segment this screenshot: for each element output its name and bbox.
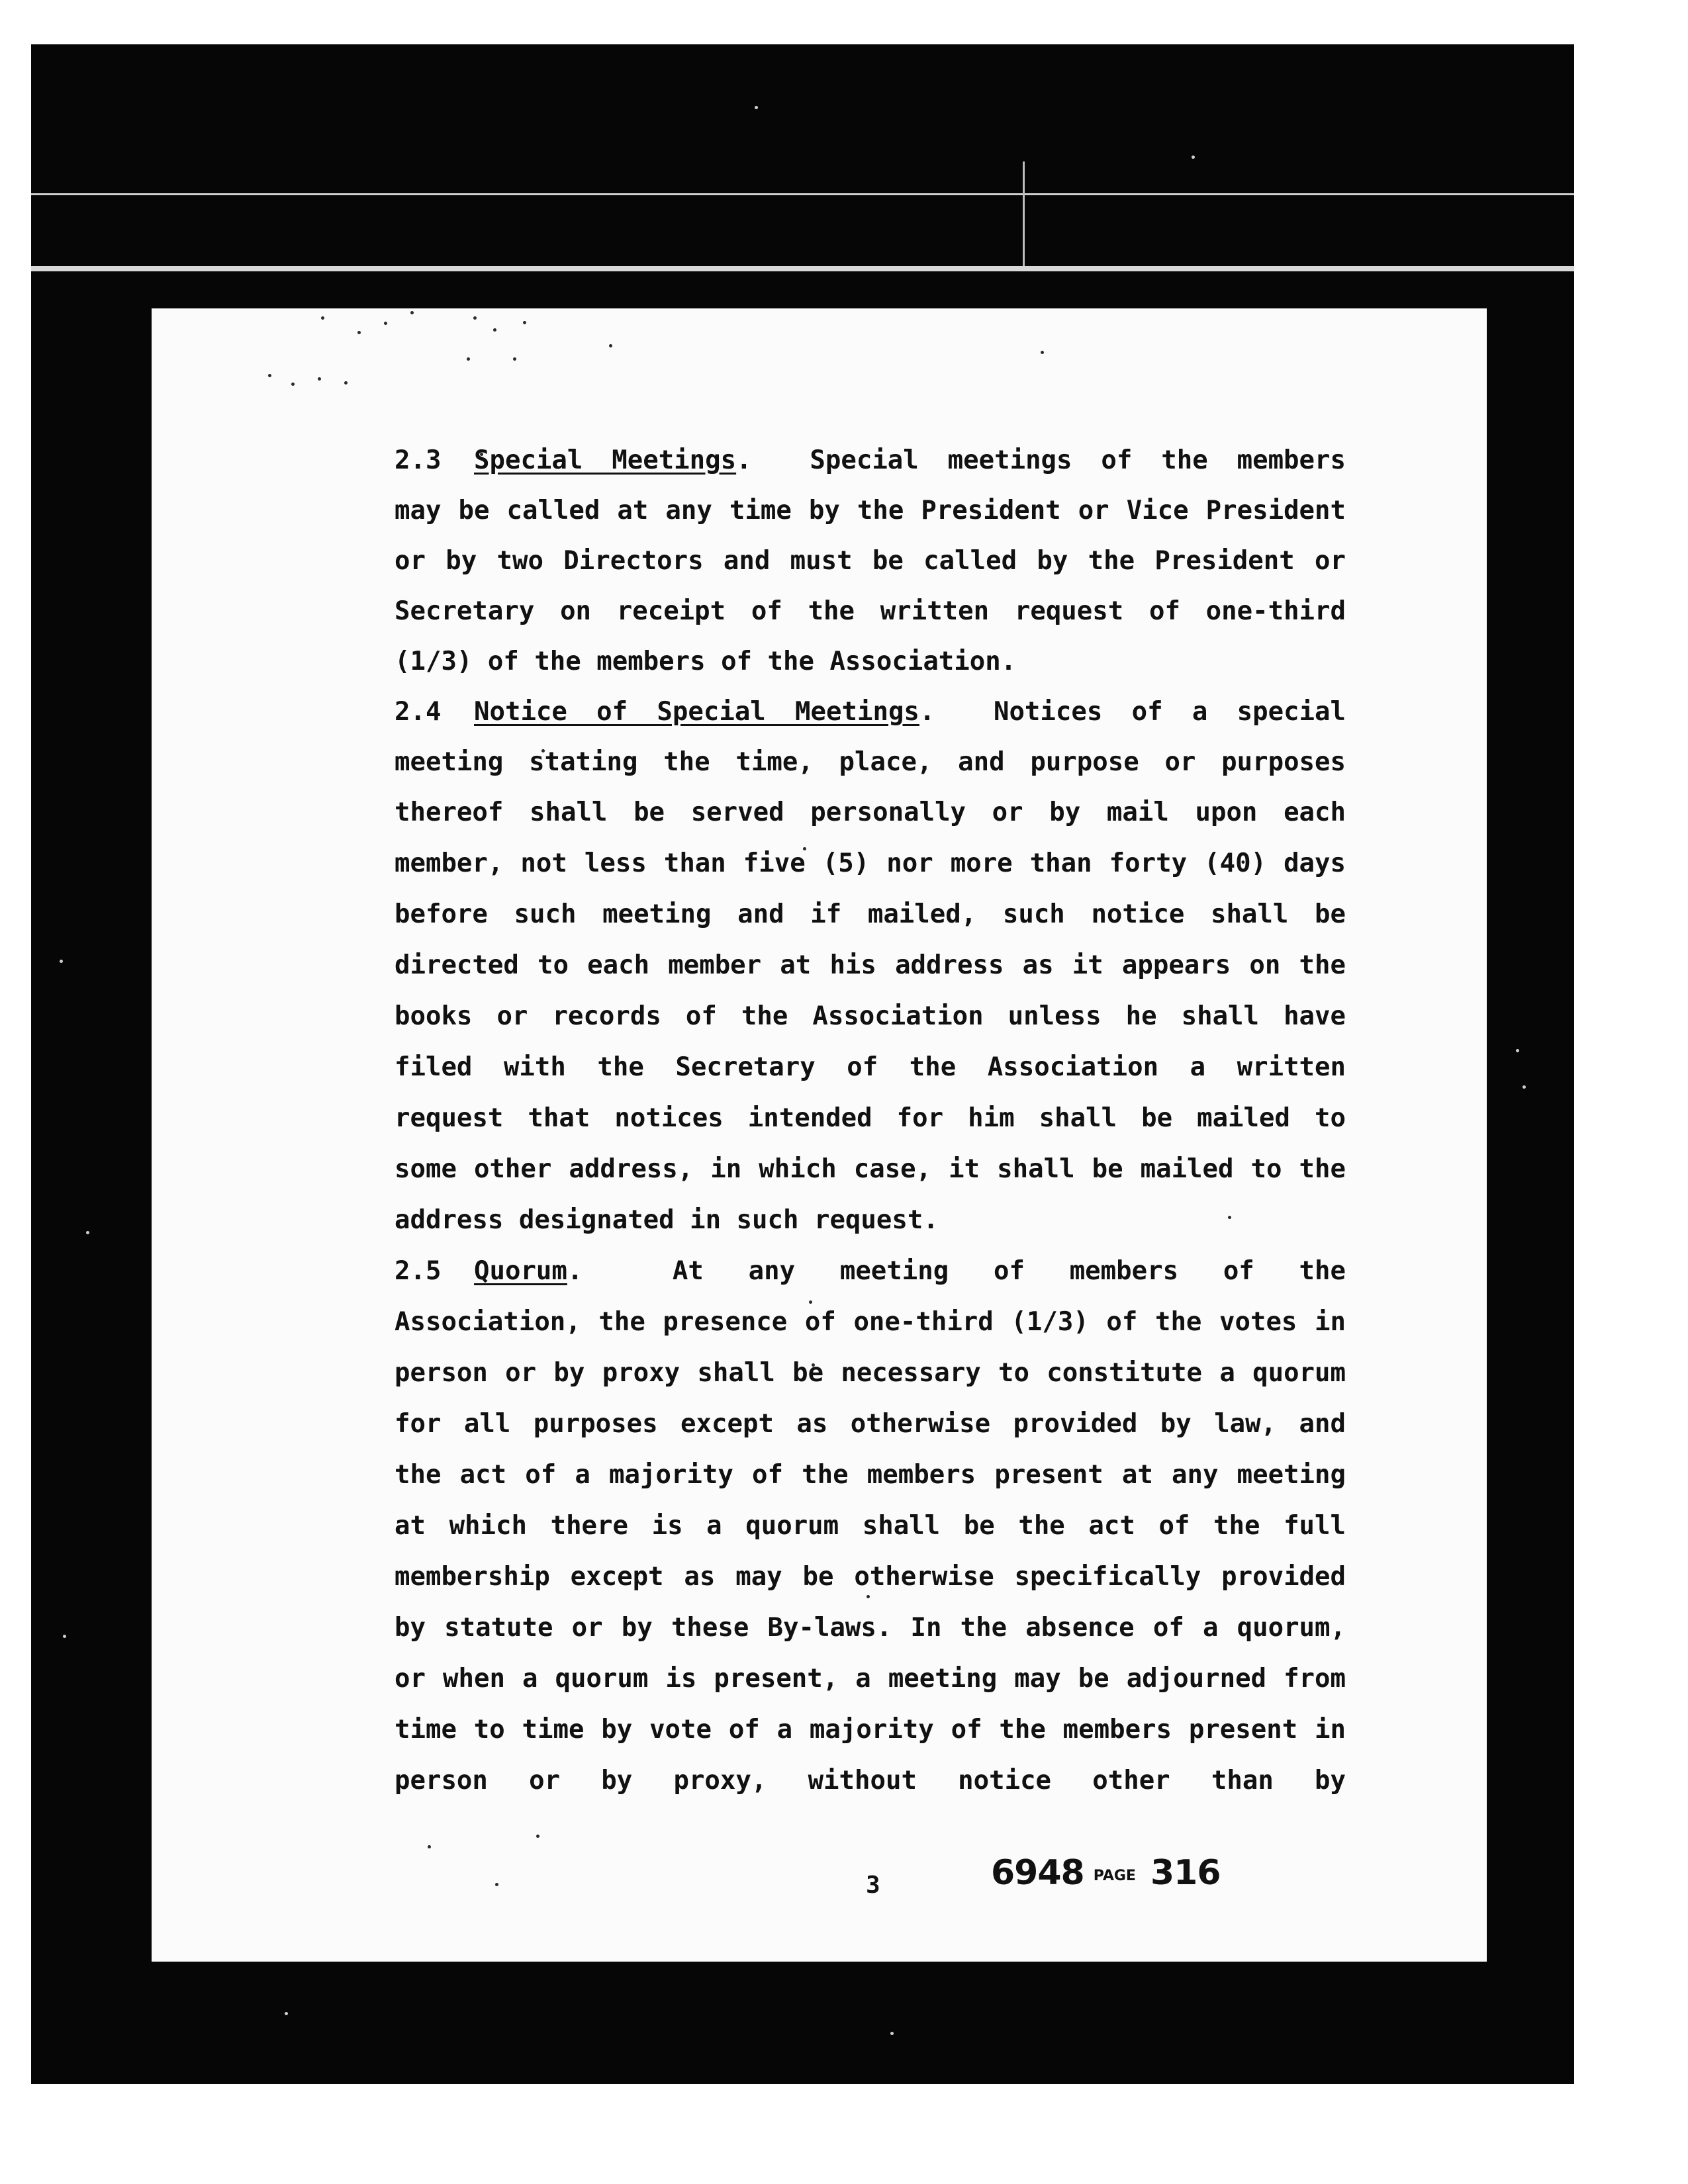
paragraph-2-5-line-1: 2.5 Quorum. At any meeting of members of the	[395, 1253, 1346, 1290]
recording-stamp	[991, 1853, 1221, 1893]
section-number: 2.4	[395, 697, 442, 727]
scan-speck	[523, 321, 526, 324]
frame-speck	[285, 2012, 288, 2015]
scan-speck	[291, 383, 295, 386]
paragraph-2-5-line-7: membership except as may be otherwise specifically provided	[395, 1562, 1346, 1592]
paragraph-2-3-line-5: (1/3) of the members of the Association.	[395, 647, 1017, 676]
section-number: 2.5	[395, 1256, 442, 1286]
scan-speck	[321, 316, 324, 320]
paragraph-2-5-line-11: person or by proxy, without notice other than by	[395, 1766, 1346, 1796]
scanner-band-divider	[1023, 161, 1025, 266]
paragraph-2-4-line-3: thereof shall be served personally or by mail upon each	[395, 797, 1346, 827]
frame-speck	[1192, 156, 1195, 159]
frame-speck	[86, 1231, 89, 1234]
section-heading: Quorum	[474, 1256, 567, 1286]
paragraph-2-4-line-6: directed to each member at his address as it appears on the	[395, 950, 1346, 980]
scan-speck	[513, 357, 516, 361]
paragraph-2-3-line-1: 2.3 Special Meetings. Special meetings of the members	[395, 442, 1346, 479]
paragraph-2-5-line-9: or when a quorum is present, a meeting may be adjourned from	[395, 1664, 1346, 1694]
paragraph-2-4-line-5: before such meeting and if mailed, such notice shall be	[395, 899, 1346, 929]
paragraph-2-4-line-7: books or records of the Association unless he shall have	[395, 1001, 1346, 1031]
stamp-page-number: 316	[1150, 1853, 1221, 1893]
paragraph-2-4-line-2: meeting stating the time, place, and purpose or purposes	[395, 747, 1346, 777]
scan-speck	[384, 322, 387, 325]
scan-speck	[495, 1883, 498, 1886]
scan-speck	[473, 316, 477, 320]
frame-speck	[890, 2032, 894, 2035]
paragraph-2-5-line-5: the act of a majority of the members present at any meeting	[395, 1460, 1346, 1490]
section-heading: Special Meetings	[474, 445, 737, 475]
paragraph-2-4-line-11: address designated in such request.	[395, 1205, 939, 1235]
paragraph-2-3-line-2: may be called at any time by the President or Vice President	[395, 496, 1346, 525]
frame-speck	[63, 1635, 66, 1638]
scan-speck	[344, 381, 348, 385]
scan-speck	[428, 1845, 431, 1848]
frame-speck	[1516, 1049, 1519, 1052]
scan-speck	[536, 1835, 539, 1838]
section-number: 2.3	[395, 445, 442, 475]
scan-speck	[493, 328, 496, 332]
paragraph-2-4-line-8: filed with the Secretary of the Association a written	[395, 1052, 1346, 1082]
scan-speck	[357, 331, 361, 334]
paragraph-2-5-line-4: for all purposes except as otherwise provided by law, and	[395, 1409, 1346, 1439]
frame-speck	[755, 106, 758, 109]
scan-speck	[318, 377, 321, 381]
frame-speck	[60, 960, 63, 963]
frame-speck	[1523, 1085, 1526, 1089]
scanner-band-line	[31, 193, 1574, 195]
paragraph-2-5-line-3: person or by proxy shall be necessary to constitute a quorum	[395, 1358, 1346, 1388]
stamp-book-number: 6948	[991, 1853, 1084, 1893]
scanner-band-edge	[31, 266, 1574, 271]
page-number: 3	[866, 1872, 880, 1899]
paragraph-2-4-line-10: some other address, in which case, it shall be mailed to the	[395, 1154, 1346, 1184]
scan-speck	[268, 374, 271, 377]
paragraph-2-5-line-10: time to time by vote of a majority of the members present in	[395, 1715, 1346, 1745]
paragraph-2-4-line-1: 2.4 Notice of Special Meetings. Notices of a special	[395, 694, 1346, 731]
paragraph-2-4-line-9: request that notices intended for him shall be mailed to	[395, 1103, 1346, 1133]
scan-speck	[1041, 351, 1044, 354]
scan-speck	[410, 311, 414, 314]
paragraph-2-3-line-3: or by two Directors and must be called by the President or	[395, 546, 1346, 576]
paragraph-2-4-line-4: member, not less than five (5) nor more than forty (40) days	[395, 848, 1346, 878]
stamp-page-label: PAGE	[1093, 1868, 1136, 1884]
paragraph-2-3-line-4: Secretary on receipt of the written request of one-third	[395, 596, 1346, 626]
scan-speck	[467, 357, 470, 361]
paragraph-2-5-line-6: at which there is a quorum shall be the act of the full	[395, 1511, 1346, 1541]
paragraph-2-5-line-2: Association, the presence of one-third (1/3) of the votes in	[395, 1307, 1346, 1337]
section-heading: Notice of Special Meetings	[474, 697, 919, 727]
scan-speck	[609, 344, 612, 347]
paragraph-2-5-line-8: by statute or by these By-laws. In the absence of a quorum,	[395, 1613, 1346, 1643]
